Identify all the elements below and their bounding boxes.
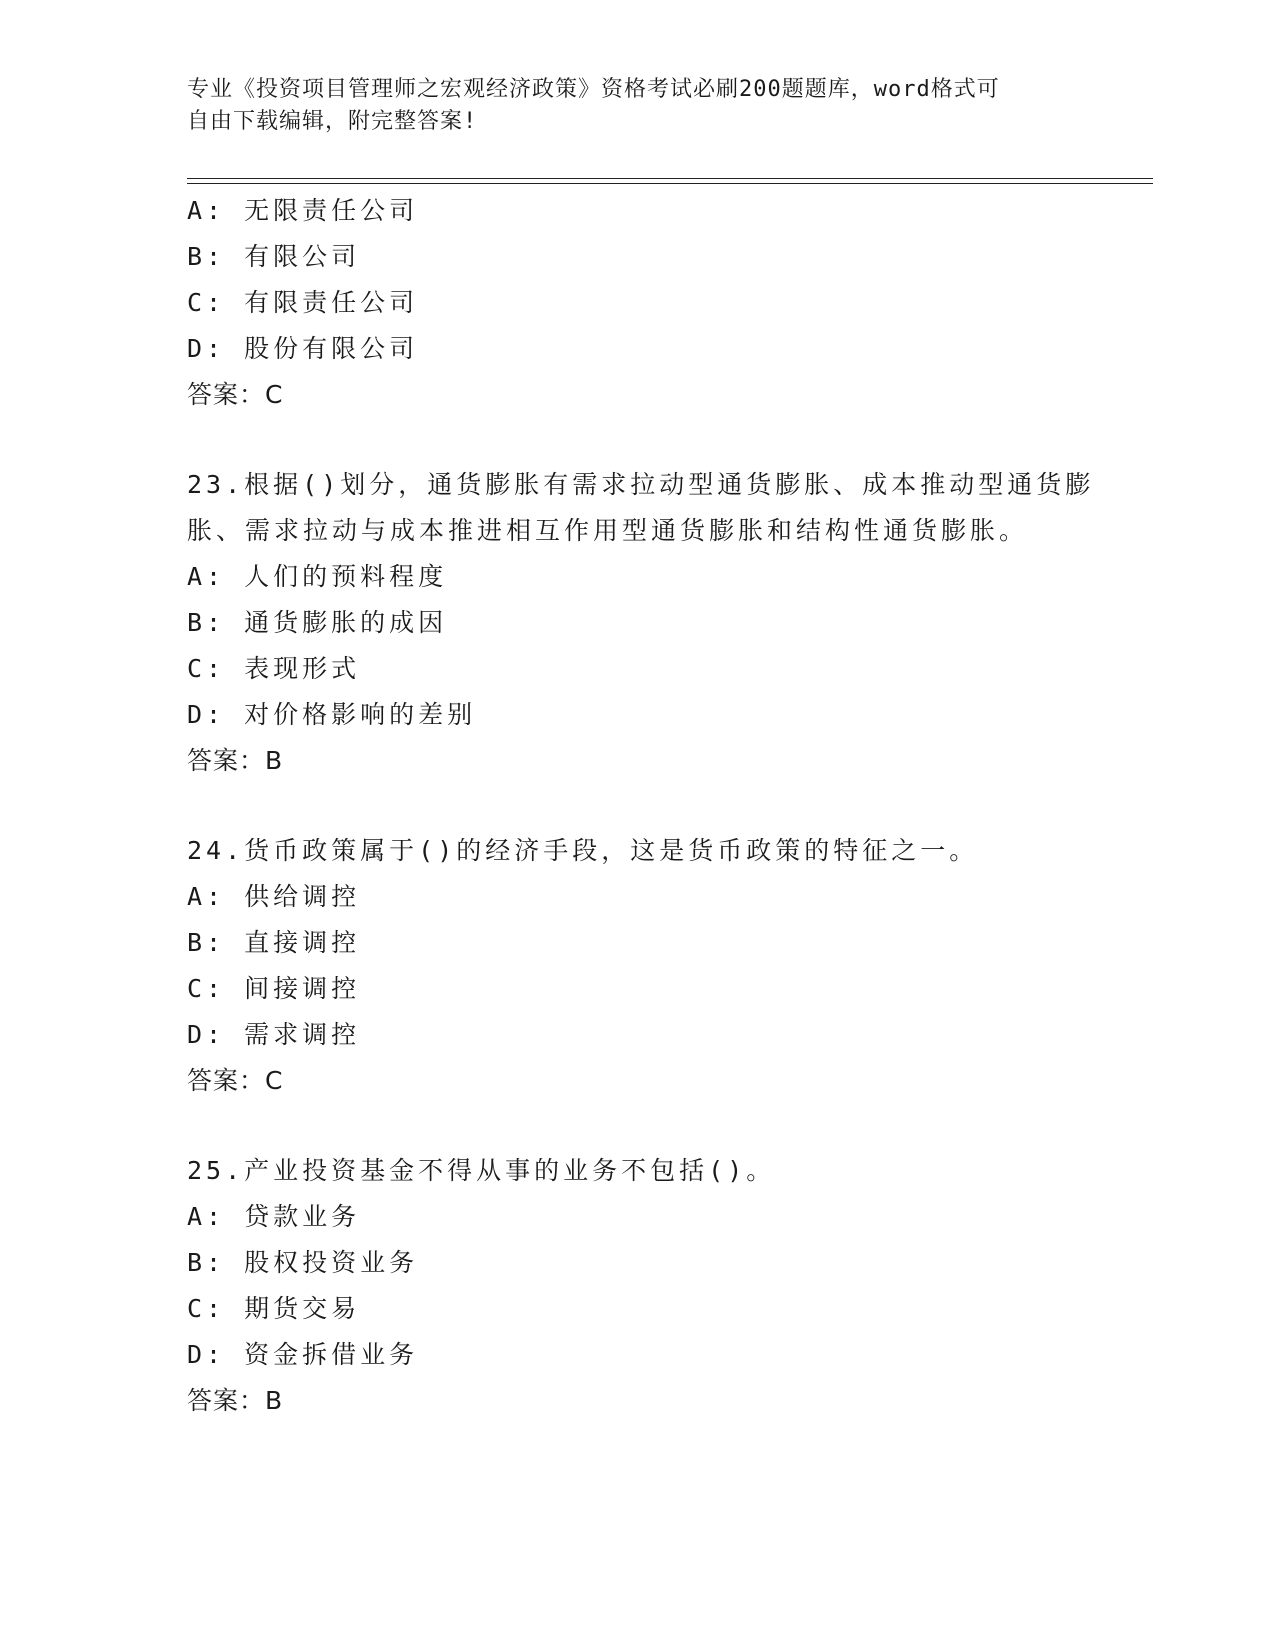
option-b: B: 有限公司 [187,242,361,271]
option-d: D: 股份有限公司 [187,334,419,363]
question-stem-line-1: 25.产业投资基金不得从事的业务不包括()。 [187,1156,776,1185]
option-d: D: 需求调控 [187,1020,361,1049]
question-23 [187,462,1095,784]
header-line-2: 自由下载编辑，附完整答案! [187,109,478,134]
question-stem-line-1: 23.根据()划分，通货膨胀有需求拉动型通货膨胀、成本推动型通货膨 [187,470,1095,499]
question-24 [187,828,1087,1104]
question-25 [187,1148,1087,1424]
option-b: B: 直接调控 [187,928,361,957]
option-d: D: 对价格影响的差别 [187,700,477,729]
answer: 答案：B [187,746,284,775]
option-a: A: 人们的预料程度 [187,562,448,591]
option-c: C: 期货交易 [187,1294,361,1323]
option-c: C: 表现形式 [187,654,361,683]
spacer [187,1104,1087,1148]
question-stem-line-2: 胀、需求拉动与成本推进相互作用型通货膨胀和结构性通货膨胀。 [187,516,1029,545]
spacer [187,418,1087,462]
option-a: A: 无限责任公司 [187,196,419,225]
question-22 [187,188,1087,418]
header-divider-top [187,178,1153,179]
spacer [187,784,1087,828]
answer: 答案：C [187,1066,284,1095]
answer: 答案：B [187,1386,284,1415]
answer: 答案：C [187,380,284,409]
option-b: B: 通货膨胀的成因 [187,608,448,637]
option-c: C: 有限责任公司 [187,288,419,317]
option-a: A: 供给调控 [187,882,361,911]
option-a: A: 贷款业务 [187,1202,361,1231]
question-stem-line-1: 24.货币政策属于()的经济手段，这是货币政策的特征之一。 [187,836,979,865]
document-header [187,74,1067,138]
option-b: B: 股权投资业务 [187,1248,419,1277]
question-list [187,188,1095,1424]
header-divider-bottom [187,183,1153,184]
option-c: C: 间接调控 [187,974,361,1003]
header-line-1: 专业《投资项目管理师之宏观经济政策》资格考试必刷200题题库，word格式可 [187,77,1000,102]
option-d: D: 资金拆借业务 [187,1340,419,1369]
